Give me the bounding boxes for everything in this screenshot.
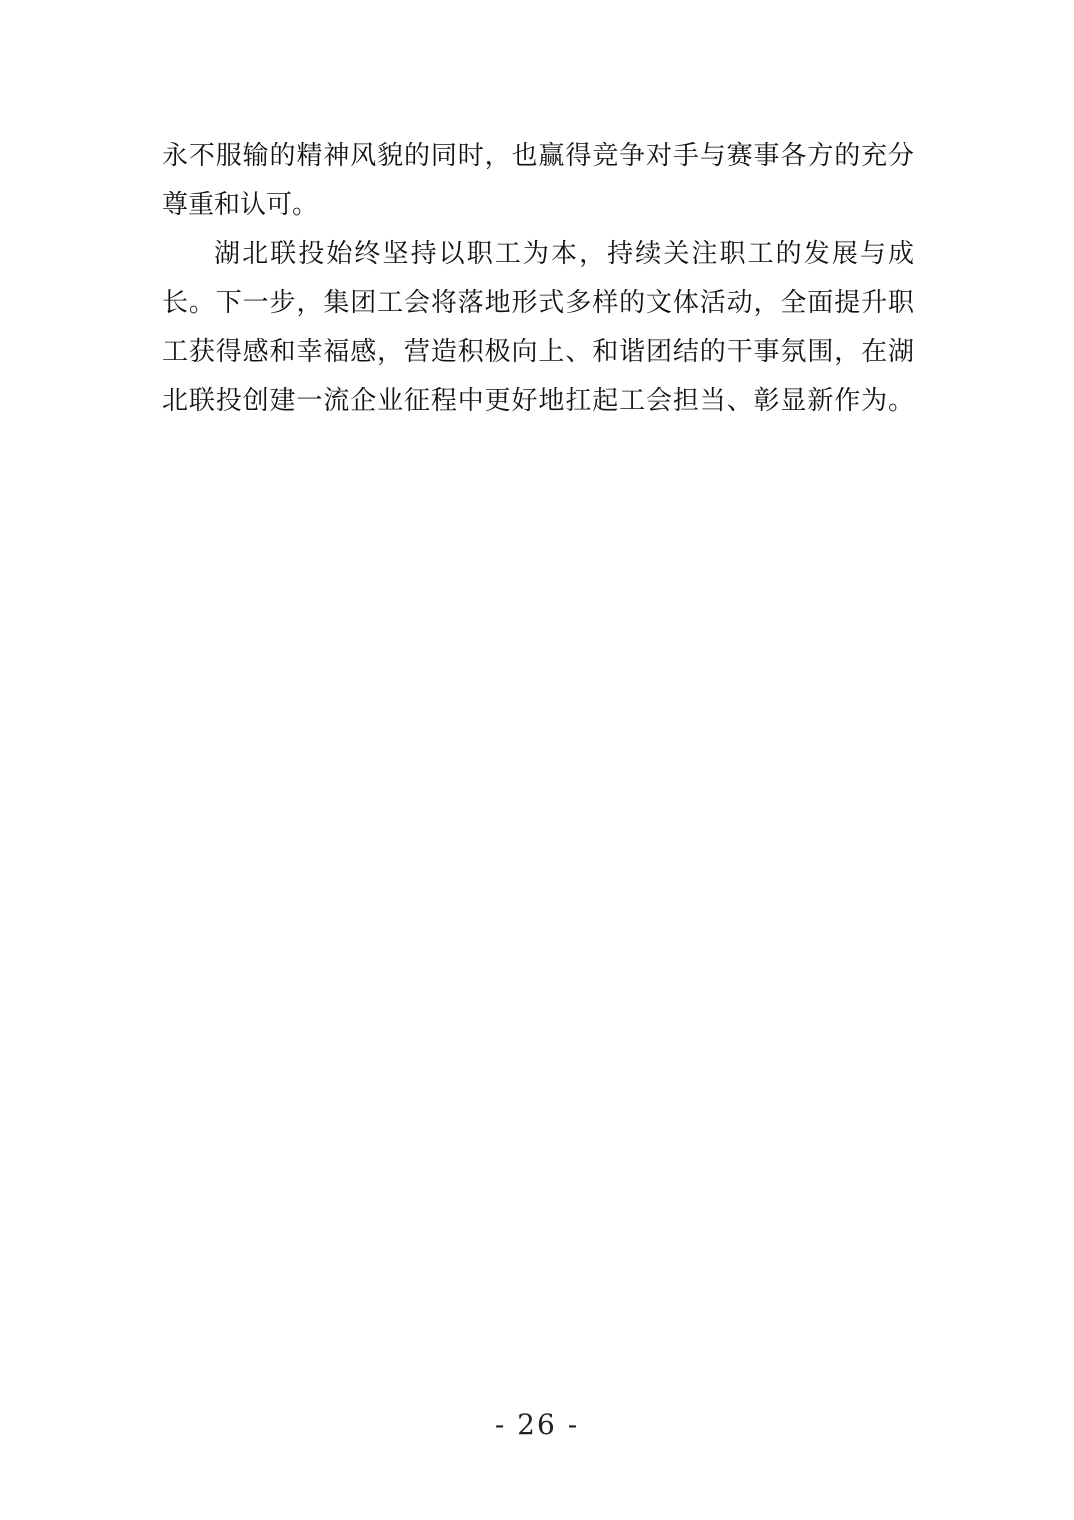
body-text-line: 北联投创建一流企业征程中更好地扛起工会担当、彰显新作为。: [162, 386, 914, 415]
body-text-line: 湖北联投始终坚持以职工为本，持续关注职工的发展与成: [214, 239, 914, 268]
body-text-line: 工获得感和幸福感，营造积极向上、和谐团结的干事氛围，在湖: [162, 337, 914, 366]
body-text-line: 长。下一步，集团工会将落地形式多样的文体活动，全面提升职: [162, 288, 914, 317]
body-text-block: [162, 131, 914, 425]
page-number: - 26 -: [494, 1408, 580, 1441]
body-text-line: 尊重和认可。: [162, 190, 319, 219]
body-text-line: 永不服输的精神风貌的同时，也赢得竞争对手与赛事各方的充分: [162, 141, 914, 170]
